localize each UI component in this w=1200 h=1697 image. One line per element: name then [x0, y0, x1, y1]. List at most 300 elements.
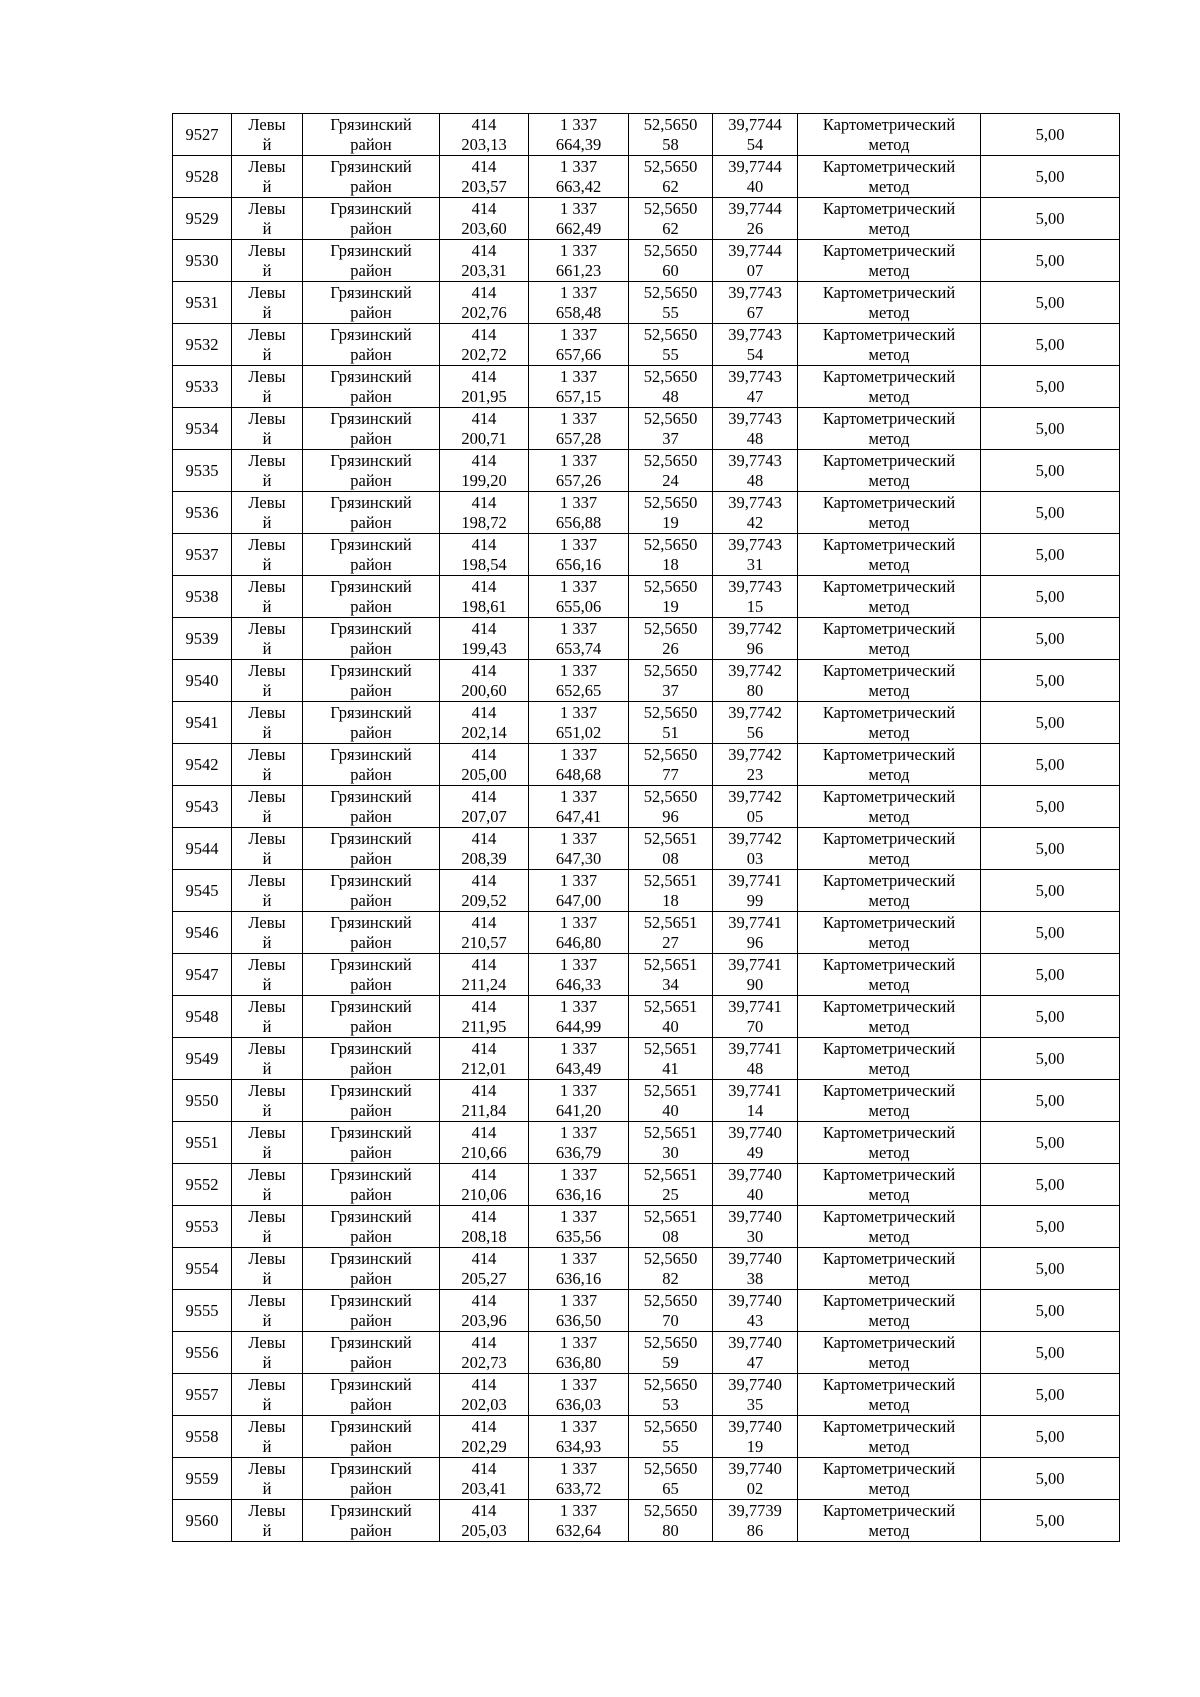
point-number-cell: 9558 [173, 1416, 232, 1458]
method-cell [798, 1416, 981, 1458]
district-cell [303, 114, 440, 156]
y-coord-cell-line: 657,28 [555, 428, 602, 448]
side-cell-line: Левы [248, 996, 286, 1016]
y-coord-cell-line: 646,33 [555, 974, 602, 994]
x-coord-cell-line: 414 [471, 1080, 497, 1100]
side-cell [232, 114, 303, 156]
side-cell-line: Левы [248, 366, 286, 386]
side-cell [232, 1206, 303, 1248]
side-cell-line: Левы [248, 1248, 286, 1268]
district-cell-line: Грязинский [330, 324, 412, 344]
side-cell [232, 282, 303, 324]
district-cell-line: район [350, 386, 392, 406]
x-coord-cell [440, 1164, 529, 1206]
method-cell-line: метод [868, 596, 910, 616]
method-cell-line: метод [868, 134, 910, 154]
method-cell-line: метод [868, 512, 910, 532]
method-cell-line: Картометрический [822, 1290, 956, 1310]
point-number-cell: 9550 [173, 1080, 232, 1122]
latitude-cell [629, 366, 713, 408]
y-coord-cell [529, 1248, 629, 1290]
point-number-cell: 9555 [173, 1290, 232, 1332]
longitude-cell-line: 39,7740 [728, 1248, 782, 1268]
x-coord-cell-line: 212,01 [461, 1058, 507, 1078]
y-coord-cell [529, 1500, 629, 1542]
longitude-cell-line: 39,7744 [728, 198, 782, 218]
y-coord-cell-line: 1 337 [559, 408, 598, 428]
latitude-cell-line: 52,5650 [643, 156, 698, 176]
y-coord-cell-line: 657,26 [555, 470, 602, 490]
longitude-cell-line: 47 [746, 1352, 764, 1372]
district-cell [303, 660, 440, 702]
table-row [173, 1290, 1120, 1332]
method-cell-line: Картометрический [822, 870, 956, 890]
x-coord-cell-line: 210,66 [461, 1142, 507, 1162]
x-coord-cell-line: 210,57 [461, 932, 507, 952]
latitude-cell [629, 408, 713, 450]
y-coord-cell-line: 1 337 [559, 996, 598, 1016]
side-cell-line: Левы [248, 1416, 286, 1436]
y-coord-cell-line: 1 337 [559, 324, 598, 344]
longitude-cell [713, 408, 798, 450]
side-cell [232, 1248, 303, 1290]
longitude-cell-line: 86 [746, 1520, 764, 1540]
district-cell-line: Грязинский [330, 828, 412, 848]
longitude-cell-line: 48 [746, 1058, 764, 1078]
district-cell [303, 1290, 440, 1332]
x-coord-cell [440, 1500, 529, 1542]
x-coord-cell-line: 209,52 [461, 890, 507, 910]
district-cell-line: район [350, 1184, 392, 1204]
longitude-cell-line: 39,7741 [728, 954, 782, 974]
method-cell-line: Картометрический [822, 618, 956, 638]
x-coord-cell-line: 414 [471, 1416, 497, 1436]
longitude-cell-line: 39,7743 [728, 450, 782, 470]
side-cell-line: й [262, 932, 272, 952]
method-cell-line: метод [868, 806, 910, 826]
accuracy-cell: 5,00 [981, 954, 1120, 996]
x-coord-cell-line: 205,27 [461, 1268, 507, 1288]
x-coord-cell-line: 199,43 [461, 638, 507, 658]
side-cell [232, 240, 303, 282]
latitude-cell [629, 1458, 713, 1500]
y-coord-cell-line: 647,30 [555, 848, 602, 868]
y-coord-cell [529, 408, 629, 450]
table-row [173, 1332, 1120, 1374]
district-cell-line: район [350, 554, 392, 574]
y-coord-cell-line: 1 337 [559, 1290, 598, 1310]
method-cell-line: метод [868, 848, 910, 868]
longitude-cell-line: 54 [746, 344, 764, 364]
side-cell-line: Левы [248, 282, 286, 302]
table-row [173, 1164, 1120, 1206]
point-number-cell: 9553 [173, 1206, 232, 1248]
side-cell [232, 450, 303, 492]
method-cell-line: метод [868, 176, 910, 196]
latitude-cell-line: 52,5651 [643, 1164, 698, 1184]
x-coord-cell-line: 414 [471, 828, 497, 848]
latitude-cell-line: 77 [662, 764, 679, 784]
latitude-cell [629, 618, 713, 660]
table-row [173, 1500, 1120, 1542]
district-cell-line: район [350, 1100, 392, 1120]
y-coord-cell [529, 954, 629, 996]
method-cell [798, 198, 981, 240]
district-cell [303, 576, 440, 618]
y-coord-cell [529, 828, 629, 870]
x-coord-cell-line: 414 [471, 618, 497, 638]
longitude-cell-line: 39,7741 [728, 912, 782, 932]
side-cell [232, 870, 303, 912]
district-cell-line: Грязинский [330, 1458, 412, 1478]
method-cell-line: Картометрический [822, 282, 956, 302]
accuracy-cell: 5,00 [981, 282, 1120, 324]
district-cell-line: район [350, 134, 392, 154]
method-cell [798, 1332, 981, 1374]
latitude-cell-line: 62 [662, 218, 679, 238]
y-coord-cell-line: 1 337 [559, 576, 598, 596]
x-coord-cell-line: 414 [471, 912, 497, 932]
longitude-cell-line: 05 [746, 806, 764, 826]
method-cell [798, 870, 981, 912]
district-cell [303, 1332, 440, 1374]
longitude-cell [713, 492, 798, 534]
accuracy-cell: 5,00 [981, 1290, 1120, 1332]
longitude-cell-line: 39,7740 [728, 1458, 782, 1478]
district-cell [303, 828, 440, 870]
longitude-cell-line: 39,7740 [728, 1332, 782, 1352]
latitude-cell-line: 96 [662, 806, 679, 826]
longitude-cell [713, 324, 798, 366]
latitude-cell-line: 52,5650 [643, 198, 698, 218]
district-cell-line: район [350, 1226, 392, 1246]
longitude-cell [713, 1290, 798, 1332]
method-cell-line: метод [868, 554, 910, 574]
point-number-cell: 9530 [173, 240, 232, 282]
table-row [173, 534, 1120, 576]
side-cell-line: й [262, 1394, 272, 1414]
longitude-cell-line: 23 [746, 764, 764, 784]
method-cell [798, 576, 981, 618]
longitude-cell [713, 1164, 798, 1206]
side-cell [232, 198, 303, 240]
method-cell [798, 1206, 981, 1248]
y-coord-cell-line: 1 337 [559, 870, 598, 890]
side-cell-line: Левы [248, 828, 286, 848]
y-coord-cell-line: 644,99 [555, 1016, 602, 1036]
side-cell [232, 1500, 303, 1542]
y-coord-cell-line: 1 337 [559, 618, 598, 638]
side-cell-line: Левы [248, 744, 286, 764]
accuracy-cell: 5,00 [981, 1500, 1120, 1542]
x-coord-cell-line: 208,39 [461, 848, 507, 868]
method-cell-line: Картометрический [822, 114, 956, 134]
method-cell-line: метод [868, 638, 910, 658]
latitude-cell [629, 1206, 713, 1248]
accuracy-cell: 5,00 [981, 1374, 1120, 1416]
latitude-cell [629, 702, 713, 744]
longitude-cell [713, 996, 798, 1038]
x-coord-cell-line: 208,18 [461, 1226, 507, 1246]
longitude-cell [713, 1122, 798, 1164]
latitude-cell-line: 58 [662, 134, 679, 154]
method-cell-line: метод [868, 1520, 910, 1540]
table-row [173, 366, 1120, 408]
x-coord-cell [440, 282, 529, 324]
side-cell-line: Левы [248, 702, 286, 722]
side-cell-line: й [262, 638, 272, 658]
y-coord-cell-line: 652,65 [555, 680, 602, 700]
district-cell [303, 1080, 440, 1122]
x-coord-cell-line: 199,20 [461, 470, 507, 490]
method-cell [798, 366, 981, 408]
method-cell-line: Картометрический [822, 1458, 956, 1478]
side-cell-line: й [262, 218, 272, 238]
longitude-cell [713, 1206, 798, 1248]
side-cell-line: й [262, 470, 272, 490]
side-cell-line: й [262, 344, 272, 364]
latitude-cell [629, 156, 713, 198]
side-cell-line: Левы [248, 534, 286, 554]
district-cell-line: район [350, 596, 392, 616]
y-coord-cell-line: 633,72 [555, 1478, 602, 1498]
x-coord-cell [440, 492, 529, 534]
district-cell-line: Грязинский [330, 282, 412, 302]
longitude-cell-line: 19 [746, 1436, 764, 1456]
x-coord-cell-line: 211,95 [461, 1016, 507, 1036]
longitude-cell-line: 39,7742 [728, 828, 782, 848]
accuracy-cell: 5,00 [981, 1164, 1120, 1206]
x-coord-cell-line: 414 [471, 744, 497, 764]
y-coord-cell-line: 656,16 [555, 554, 602, 574]
y-coord-cell-line: 636,16 [555, 1184, 602, 1204]
x-coord-cell [440, 1206, 529, 1248]
latitude-cell-line: 52,5650 [643, 618, 698, 638]
method-cell-line: Картометрический [822, 660, 956, 680]
longitude-cell-line: 39,7742 [728, 618, 782, 638]
latitude-cell [629, 1080, 713, 1122]
method-cell-line: метод [868, 386, 910, 406]
accuracy-cell: 5,00 [981, 828, 1120, 870]
y-coord-cell [529, 1458, 629, 1500]
latitude-cell-line: 62 [662, 176, 679, 196]
method-cell-line: Картометрический [822, 576, 956, 596]
latitude-cell-line: 52,5650 [643, 240, 698, 260]
latitude-cell [629, 1122, 713, 1164]
longitude-cell-line: 39,7743 [728, 282, 782, 302]
side-cell-line: й [262, 134, 272, 154]
x-coord-cell-line: 211,24 [461, 974, 507, 994]
method-cell [798, 786, 981, 828]
longitude-cell-line: 39,7740 [728, 1290, 782, 1310]
x-coord-cell-line: 414 [471, 240, 497, 260]
method-cell-line: Картометрический [822, 450, 956, 470]
x-coord-cell-line: 201,95 [461, 386, 507, 406]
latitude-cell-line: 26 [662, 638, 679, 658]
x-coord-cell-line: 207,07 [461, 806, 507, 826]
method-cell-line: Картометрический [822, 156, 956, 176]
y-coord-cell-line: 657,66 [555, 344, 602, 364]
latitude-cell [629, 912, 713, 954]
x-coord-cell-line: 414 [471, 954, 497, 974]
table-row [173, 156, 1120, 198]
method-cell [798, 660, 981, 702]
district-cell-line: район [350, 890, 392, 910]
latitude-cell-line: 52,5650 [643, 1374, 698, 1394]
longitude-cell-line: 40 [746, 1184, 764, 1204]
district-cell-line: Грязинский [330, 1122, 412, 1142]
x-coord-cell-line: 203,31 [461, 260, 507, 280]
method-cell-line: Картометрический [822, 324, 956, 344]
y-coord-cell [529, 366, 629, 408]
side-cell-line: Левы [248, 1122, 286, 1142]
side-cell-line: Левы [248, 954, 286, 974]
district-cell-line: район [350, 680, 392, 700]
x-coord-cell [440, 786, 529, 828]
latitude-cell [629, 450, 713, 492]
y-coord-cell-line: 1 337 [559, 954, 598, 974]
y-coord-cell-line: 1 337 [559, 1458, 598, 1478]
longitude-cell [713, 618, 798, 660]
y-coord-cell [529, 744, 629, 786]
x-coord-cell-line: 200,71 [461, 428, 507, 448]
side-cell-line: Левы [248, 576, 286, 596]
accuracy-cell: 5,00 [981, 576, 1120, 618]
y-coord-cell [529, 492, 629, 534]
x-coord-cell-line: 414 [471, 1164, 497, 1184]
side-cell-line: й [262, 1016, 272, 1036]
accuracy-cell: 5,00 [981, 870, 1120, 912]
latitude-cell [629, 576, 713, 618]
latitude-cell-line: 52,5650 [643, 114, 698, 134]
method-cell-line: метод [868, 932, 910, 952]
longitude-cell-line: 96 [746, 638, 764, 658]
y-coord-cell [529, 1164, 629, 1206]
x-coord-cell-line: 205,00 [461, 764, 507, 784]
latitude-cell-line: 37 [662, 428, 679, 448]
x-coord-cell [440, 1080, 529, 1122]
y-coord-cell-line: 1 337 [559, 1080, 598, 1100]
coordinates-table [172, 113, 1120, 1542]
method-cell [798, 828, 981, 870]
point-number-cell: 9529 [173, 198, 232, 240]
longitude-cell-line: 39,7742 [728, 744, 782, 764]
point-number-cell: 9559 [173, 1458, 232, 1500]
district-cell-line: Грязинский [330, 1080, 412, 1100]
table-row [173, 954, 1120, 996]
method-cell-line: метод [868, 1478, 910, 1498]
longitude-cell-line: 39,7744 [728, 156, 782, 176]
district-cell-line: Грязинский [330, 1164, 412, 1184]
side-cell [232, 408, 303, 450]
latitude-cell [629, 1164, 713, 1206]
longitude-cell-line: 39,7740 [728, 1122, 782, 1142]
table-row [173, 324, 1120, 366]
longitude-cell-line: 39,7743 [728, 492, 782, 512]
district-cell-line: район [350, 974, 392, 994]
y-coord-cell-line: 1 337 [559, 828, 598, 848]
x-coord-cell-line: 414 [471, 534, 497, 554]
longitude-cell [713, 534, 798, 576]
method-cell [798, 534, 981, 576]
method-cell [798, 618, 981, 660]
longitude-cell-line: 39,7740 [728, 1416, 782, 1436]
longitude-cell-line: 39,7741 [728, 996, 782, 1016]
x-coord-cell [440, 828, 529, 870]
side-cell-line: Левы [248, 1458, 286, 1478]
method-cell [798, 1500, 981, 1542]
x-coord-cell [440, 408, 529, 450]
method-cell-line: Картометрический [822, 1500, 956, 1520]
side-cell-line: Левы [248, 198, 286, 218]
district-cell-line: Грязинский [330, 198, 412, 218]
y-coord-cell-line: 641,20 [555, 1100, 602, 1120]
y-coord-cell-line: 636,50 [555, 1310, 602, 1330]
district-cell-line: район [350, 470, 392, 490]
x-coord-cell-line: 414 [471, 1290, 497, 1310]
side-cell [232, 1290, 303, 1332]
x-coord-cell [440, 324, 529, 366]
district-cell-line: Грязинский [330, 114, 412, 134]
latitude-cell-line: 18 [662, 554, 679, 574]
latitude-cell-line: 55 [662, 302, 679, 322]
longitude-cell [713, 156, 798, 198]
district-cell-line: Грязинский [330, 618, 412, 638]
y-coord-cell-line: 636,79 [555, 1142, 602, 1162]
side-cell [232, 1080, 303, 1122]
district-cell-line: район [350, 1352, 392, 1372]
accuracy-cell: 5,00 [981, 324, 1120, 366]
y-coord-cell [529, 1416, 629, 1458]
method-cell [798, 702, 981, 744]
x-coord-cell-line: 414 [471, 870, 497, 890]
longitude-cell-line: 39,7739 [728, 1500, 782, 1520]
x-coord-cell [440, 1374, 529, 1416]
district-cell-line: район [350, 344, 392, 364]
y-coord-cell-line: 648,68 [555, 764, 602, 784]
x-coord-cell-line: 202,03 [461, 1394, 507, 1414]
method-cell-line: метод [868, 1394, 910, 1414]
district-cell [303, 1206, 440, 1248]
table-row [173, 282, 1120, 324]
district-cell-line: район [350, 1436, 392, 1456]
point-number-cell: 9528 [173, 156, 232, 198]
district-cell-line: Грязинский [330, 744, 412, 764]
point-number-cell: 9560 [173, 1500, 232, 1542]
latitude-cell [629, 870, 713, 912]
side-cell-line: й [262, 1352, 272, 1372]
table-row [173, 492, 1120, 534]
side-cell-line: й [262, 1478, 272, 1498]
side-cell [232, 828, 303, 870]
accuracy-cell: 5,00 [981, 1332, 1120, 1374]
longitude-cell-line: 39,7741 [728, 1038, 782, 1058]
longitude-cell-line: 42 [746, 512, 764, 532]
latitude-cell [629, 1332, 713, 1374]
longitude-cell [713, 912, 798, 954]
x-coord-cell [440, 198, 529, 240]
side-cell-line: й [262, 890, 272, 910]
point-number-cell: 9548 [173, 996, 232, 1038]
x-coord-cell [440, 1290, 529, 1332]
point-number-cell: 9556 [173, 1332, 232, 1374]
latitude-cell [629, 492, 713, 534]
district-cell-line: Грязинский [330, 1416, 412, 1436]
side-cell [232, 324, 303, 366]
longitude-cell-line: 39,7743 [728, 576, 782, 596]
y-coord-cell [529, 786, 629, 828]
side-cell [232, 702, 303, 744]
